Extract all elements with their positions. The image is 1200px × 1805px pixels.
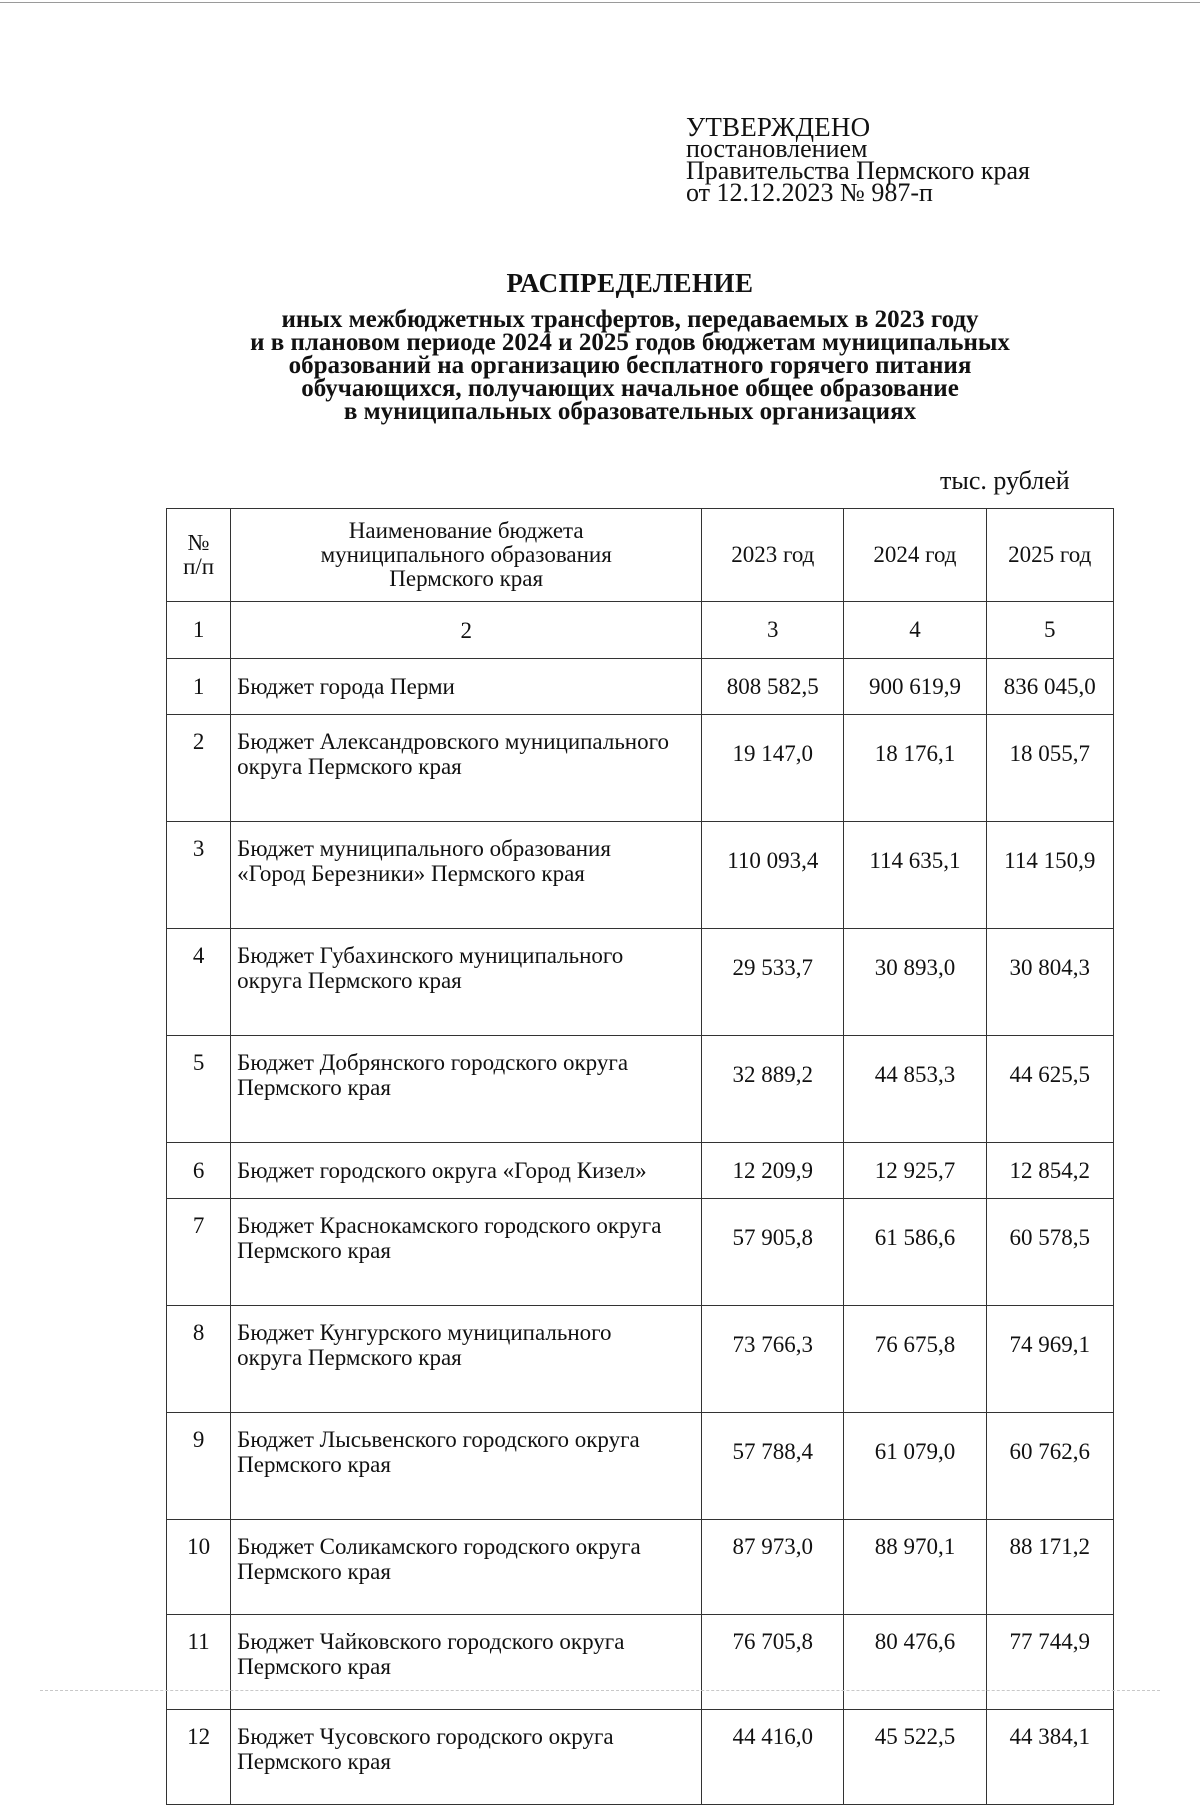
header-name-line: муниципального образования [320,542,612,567]
table-row [167,822,1114,929]
row-budget-name [231,1306,702,1413]
row-budget-name [231,1036,702,1143]
row-value-2024: 80 476,6 [844,1615,986,1710]
row-budget-name [231,1520,702,1615]
row-budget-name [231,1199,702,1306]
row-name-line: Бюджет Губахинского муниципального [237,943,624,968]
row-name-line: Бюджет городского округа «Город Кизел» [237,1158,647,1183]
approval-line-date: от 12.12.2023 № 987-п [686,178,933,207]
row-name-line: Бюджет города Перми [237,674,455,699]
row-number: 12 [167,1710,231,1805]
row-value-2024: 61 079,0 [844,1413,986,1520]
row-value-2023: 32 889,2 [702,1036,844,1143]
row-value-2023: 73 766,3 [702,1306,844,1413]
table-row [167,1199,1114,1306]
header-2023: 2023 год [702,509,844,602]
header-2025: 2025 год [986,509,1113,602]
row-value-2024: 45 522,5 [844,1710,986,1805]
row-value-2024: 12 925,7 [844,1143,986,1199]
header-name-line: Пермского края [389,566,544,591]
subtitle-line: образований на организацию бесплатного горячего питания [288,352,972,379]
header-number-sign: № [187,530,210,555]
row-budget-name [231,1710,702,1805]
row-name-line: Бюджет Александровского муниципального [237,729,669,754]
header-2024: 2024 год [844,509,986,602]
row-name-line: Пермского края [237,1075,391,1100]
row-name-line: Бюджет Краснокамского городского округа [237,1213,662,1238]
column-number: 1 [167,602,231,659]
row-name-line: округа Пермского края [237,754,462,779]
table-row [167,659,1114,715]
row-value-2023: 110 093,4 [702,822,844,929]
row-name-line: Пермского края [237,1238,391,1263]
row-name-line: Пермского края [237,1749,391,1774]
row-value-2025: 836 045,0 [986,659,1113,715]
row-number: 7 [167,1199,231,1306]
row-budget-name [231,1615,702,1710]
column-number-row [167,602,1114,659]
row-number: 3 [167,822,231,929]
row-number: 1 [167,659,231,715]
row-name-line: Бюджет Добрянского городского округа [237,1050,629,1075]
column-number: 2 [231,602,702,659]
approval-block [686,112,1030,207]
row-value-2023: 19 147,0 [702,715,844,822]
document-title: РАСПРЕДЕЛЕНИЕ [506,268,754,298]
row-value-2025: 44 625,5 [986,1036,1113,1143]
row-value-2024: 61 586,6 [844,1199,986,1306]
table-row [167,929,1114,1036]
distribution-table [166,508,1114,1805]
units-label: тыс. рублей [940,466,1070,495]
subtitle-line: обучающихся, получающих начальное общее образование [301,375,959,402]
row-budget-name [231,1413,702,1520]
row-name-line: Пермского края [237,1654,391,1679]
row-value-2023: 29 533,7 [702,929,844,1036]
row-value-2024: 114 635,1 [844,822,986,929]
row-name-line: Пермского края [237,1559,391,1584]
column-number: 3 [702,602,844,659]
row-value-2025: 30 804,3 [986,929,1113,1036]
row-value-2024: 44 853,3 [844,1036,986,1143]
row-value-2025: 12 854,2 [986,1143,1113,1199]
row-name-line: округа Пермского края [237,1345,462,1370]
row-value-2024: 900 619,9 [844,659,986,715]
row-name-line: Бюджет Чусовского городского округа [237,1724,614,1749]
row-budget-name [231,822,702,929]
table-row [167,1413,1114,1520]
row-number: 6 [167,1143,231,1199]
row-value-2023: 57 788,4 [702,1413,844,1520]
row-number: 10 [167,1520,231,1615]
table-row [167,1615,1114,1710]
row-name-line: Бюджет Лысьвенского городского округа [237,1427,640,1452]
table-row [167,1036,1114,1143]
approval-stamp: УТВЕРЖДЕНО [686,112,871,142]
bottom-scan-edge [40,1690,1160,1691]
row-value-2024: 76 675,8 [844,1306,986,1413]
row-value-2025: 60 762,6 [986,1413,1113,1520]
row-name-line: Пермского края [237,1452,391,1477]
column-number: 4 [844,602,986,659]
row-budget-name [231,929,702,1036]
row-name-line: Бюджет Кунгурского муниципального [237,1320,612,1345]
row-value-2023: 44 416,0 [702,1710,844,1805]
row-value-2024: 88 970,1 [844,1520,986,1615]
row-name-line: «Город Березники» Пермского края [237,861,585,886]
row-budget-name [231,1143,702,1199]
table-row [167,715,1114,822]
document-subtitle [100,308,1160,423]
row-value-2025: 18 055,7 [986,715,1113,822]
row-value-2025: 88 171,2 [986,1520,1113,1615]
row-value-2024: 18 176,1 [844,715,986,822]
row-value-2025: 60 578,5 [986,1199,1113,1306]
row-budget-name [231,715,702,822]
row-value-2023: 87 973,0 [702,1520,844,1615]
table-header-row [167,509,1114,602]
table-row [167,1710,1114,1805]
row-number: 11 [167,1615,231,1710]
row-value-2025: 77 744,9 [986,1615,1113,1710]
row-number: 9 [167,1413,231,1520]
row-value-2025: 74 969,1 [986,1306,1113,1413]
row-value-2023: 808 582,5 [702,659,844,715]
subtitle-line: иных межбюджетных трансфертов, передаваемых в 2023 году [281,306,979,333]
table-row [167,1520,1114,1615]
row-value-2025: 44 384,1 [986,1710,1113,1805]
row-budget-name [231,659,702,715]
row-number: 4 [167,929,231,1036]
approval-line-decree: постановлением [686,134,868,163]
header-budget-name [231,509,702,602]
header-number-abbr: п/п [183,554,215,579]
table-row [167,1143,1114,1199]
row-name-line: Бюджет муниципального образования [237,836,611,861]
row-name-line: Бюджет Чайковского городского округа [237,1629,625,1654]
row-number: 5 [167,1036,231,1143]
row-name-line: округа Пермского края [237,968,462,993]
top-scan-edge [0,2,1200,3]
subtitle-line: в муниципальных образовательных организациях [343,398,917,425]
row-value-2023: 12 209,9 [702,1143,844,1199]
row-value-2025: 114 150,9 [986,822,1113,929]
column-number: 5 [986,602,1113,659]
subtitle-line: и в плановом периоде 2024 и 2025 годов бюджетам муниципальных [250,329,1010,356]
approval-line-government: Правительства Пермского края [686,156,1030,185]
table-row [167,1306,1114,1413]
row-number: 8 [167,1306,231,1413]
row-value-2024: 30 893,0 [844,929,986,1036]
row-value-2023: 57 905,8 [702,1199,844,1306]
row-number: 2 [167,715,231,822]
row-name-line: Бюджет Соликамского городского округа [237,1534,641,1559]
header-name-line: Наименование бюджета [348,518,584,543]
row-value-2023: 76 705,8 [702,1615,844,1710]
header-number [167,509,231,602]
